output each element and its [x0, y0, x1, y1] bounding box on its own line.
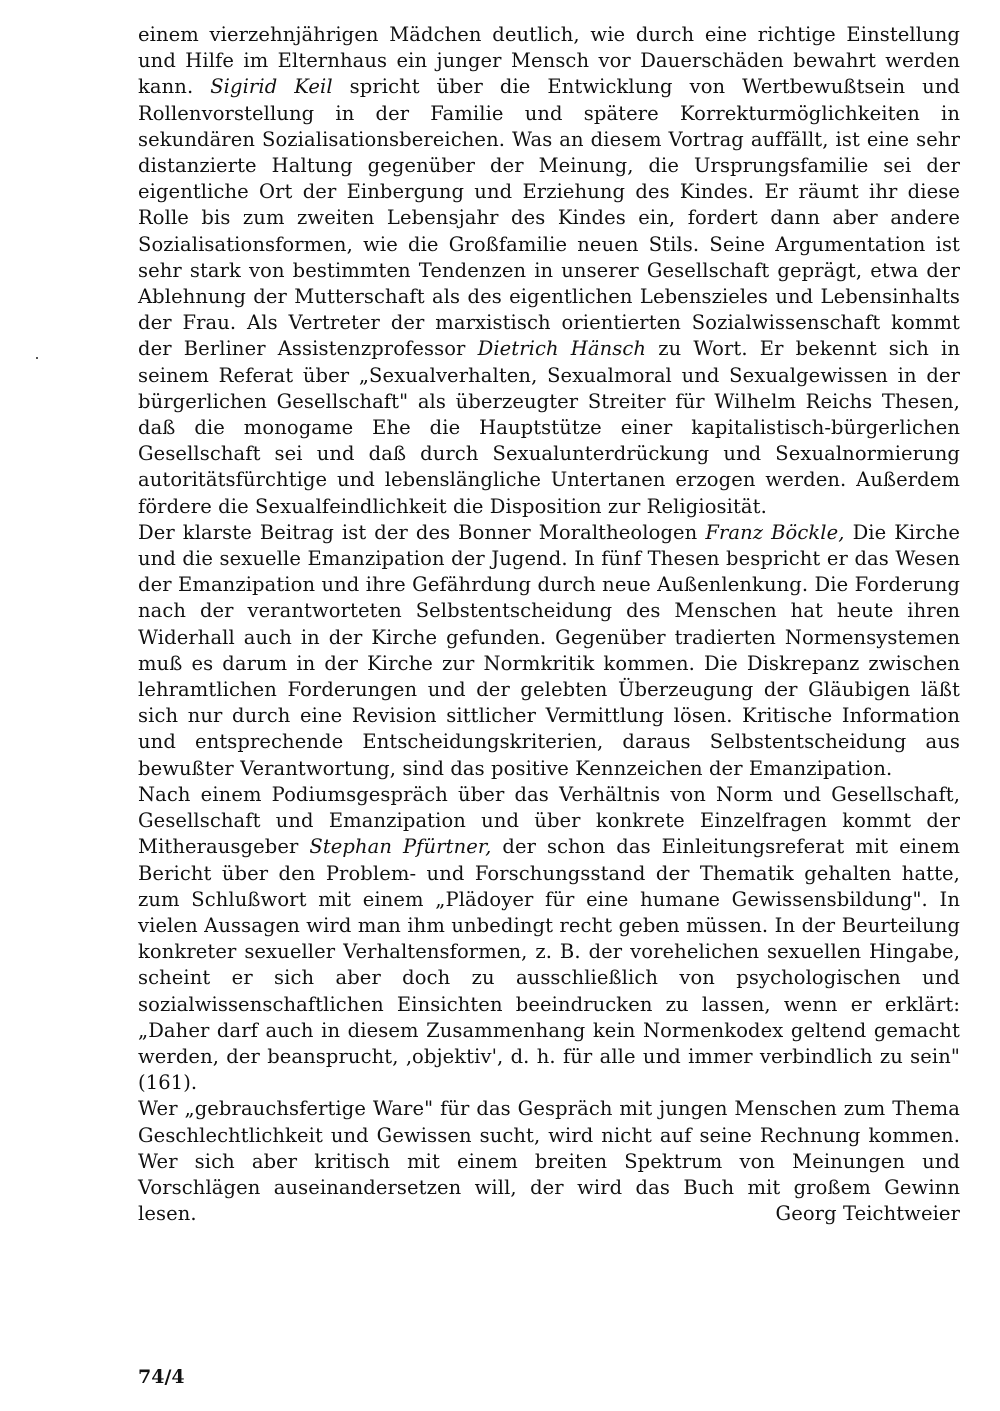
margin-speck — [36, 357, 38, 359]
p1-text-c: zu Wort. Er bekennt sich in seinem Referat über „Sexualverhalten, Sexualmoral und Sexualgewissen in der bürgerlichen Gesellschaft" als überzeugter Streiter für Wilhelm Reichs Thesen, daß die monogame Ehe die Hauptstütze einer kapitalistisch-bürgerlichen Gesellschaft sei und daß durch Sexualunterdrückung und Sexualnormierung autoritätsfürchtige und lebenslängliche Untertanen erzogen werden. Außerdem fördere die Sexualfeindlichkeit die Disposition zur Religiosität. — [138, 337, 960, 518]
paragraph-3 — [138, 782, 960, 1096]
paragraph-1 — [138, 22, 960, 520]
paragraph-2 — [138, 520, 960, 782]
author-name-keil: Sigirid Keil — [210, 75, 333, 99]
author-name-boeckle: Franz Böckle, — [705, 520, 845, 544]
p2-text-a: Der klarste Beitrag ist der des Bonner Moraltheologen — [138, 520, 706, 544]
p1-text-a: einem vierzehnjährigen Mädchen deutlich, wie durch eine richtige Einstellung und Hilfe im Elternhaus ein junger Mensch vor Dauerschäden bewahrt werden kann. — [138, 23, 960, 99]
p2-text-b: Die Kirche und die sexuelle Emanzipation der Jugend. In fünf Thesen bespricht er das Wesen der Emanzipation und ihre Gefährdung durch neue Außenlenkung. Die Forderung nach der verantworteten Selbstentscheidung des Menschen hat heute ihren Widerhall auch in der Kirche gefunden. Gegenüber tradierten Normensystemen muß es darum in der Kirche zur Normkritik kommen. Die Diskrepanz zwischen lehramtlichen Forderungen und der gelebten Überzeugung der Gläubigen läßt sich nur durch eine Revision sittlicher Vermittlung lösen. Kritische Information und entsprechende Entscheidungskriterien, daraus Selbstentscheidung aus bewußter Verantwortung, sind das positive Kennzeichen der Emanzipation. — [138, 520, 961, 780]
author-name-pfuertner: Stephan Pfürtner, — [309, 835, 492, 859]
reviewer-signature: Georg Teichtweier — [775, 1202, 960, 1226]
p3-text-b: der schon das Einleitungsreferat mit einem Bericht über den Problem- und Forschungsstand der Thematik gehalten hatte, zum Schlußwort mit einem „Plädoyer für eine humane Gewissensbildung". In vielen Aussagen wird man ihm unbedingt recht geben müssen. In der Beurteilung konkreter sexueller Verhaltensformen, z. B. der vorehelichen sexuellen Hingabe, scheint er sich aber doch zu ausschließlich von psychologischen und sozialwissenschaftlichen Einsichten beeindrucken zu lassen, wenn er erklärt: „Daher darf auch in diesem Zusammenhang kein Normenkodex geltend gemacht werden, der beansprucht, ‚objektiv', d. h. für alle und immer verbindlich zu sein" (161). — [138, 835, 961, 1095]
page-number: 74/4 — [138, 1366, 185, 1388]
article-body — [138, 22, 960, 1227]
p1-text-b: spricht über die Entwicklung von Wertbewußtsein und Rollenvorstellung in der Familie und spätere Korrekturmöglichkeiten in sekundären Sozialisationsbereichen. Was an diesem Vortrag auffällt, ist eine sehr distanzierte Haltung gegenüber der Meinung, die Ursprungsfamilie sei der eigentliche Ort der Einbergung und Erziehung des Kindes. Er räumt ihr diese Rolle bis zum zweiten Lebensjahr des Kindes ein, fordert dann aber andere Sozialisationsformen, wie die Großfamilie neuen Stils. Seine Argumentation ist sehr stark von bestimmten Tendenzen in unserer Gesellschaft geprägt, etwa der Ablehnung der Mutterschaft als des eigentlichen Lebenszieles und Lebensinhalts der Frau. Als Vertreter der marxistisch orientierten Sozialwissenschaft kommt der Berliner Assistenzprofessor — [138, 75, 961, 361]
p3-text-a: Nach einem Podiumsgespräch über das Verhältnis von Norm und Gesellschaft, Gesellschaft und Emanzipation und über konkrete Einzelfragen kommt der Mitherausgeber — [138, 782, 960, 859]
author-name-haensch: Dietrich Hänsch — [477, 337, 647, 361]
p4-text-a: Wer „gebrauchsfertige Ware" für das Gespräch mit jungen Menschen zum Thema Geschlechtlichkeit und Gewissen sucht, wird nicht auf seine Rechnung kommen. Wer sich aber kritisch mit einem breiten Spektrum von Meinungen und Vorschlägen auseinandersetzen will, der wird das Buch mit großem Gewinn lesen. — [138, 1097, 960, 1226]
